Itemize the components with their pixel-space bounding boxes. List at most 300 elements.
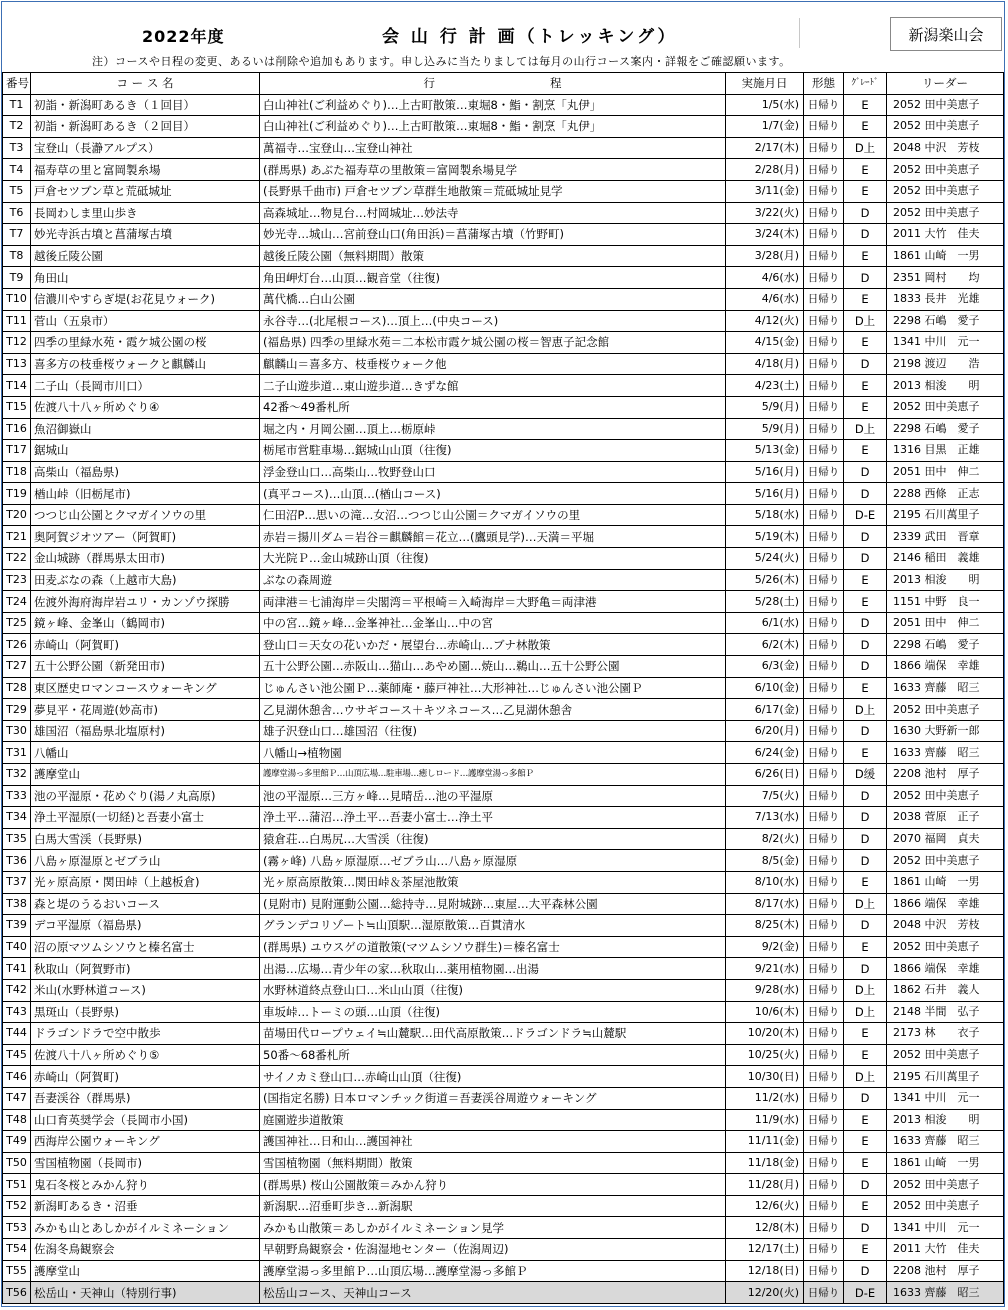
cell-no: T7 [3, 224, 31, 246]
cell-date: 8/17(水) [726, 893, 804, 915]
cell-type: 日帰り [804, 332, 844, 354]
cell-no: T42 [3, 979, 31, 1001]
cell-itinerary: 大光院Ｐ…金山城跡山頂（往復) [260, 548, 726, 570]
cell-leader: 1151 中野 良一 [887, 591, 1004, 613]
cell-grade: E [844, 94, 887, 116]
table-row [3, 742, 1004, 764]
table-row [3, 699, 1004, 721]
cell-leader: 1861 山崎 一男 [887, 871, 1004, 893]
table-row [3, 440, 1004, 462]
cell-leader: 1861 山崎 一男 [887, 1152, 1004, 1174]
cell-leader: 2052 田中美恵子 [887, 202, 1004, 224]
cell-date: 4/18(月) [726, 353, 804, 375]
cell-leader: 2070 福岡 貞夫 [887, 828, 1004, 850]
cell-leader: 2011 大竹 佳夫 [887, 1239, 1004, 1261]
cell-course: 楢山峠（旧栃尾市) [31, 483, 260, 505]
cell-grade: D [844, 612, 887, 634]
cell-no: T48 [3, 1109, 31, 1131]
cell-grade: E [844, 116, 887, 138]
table-row [3, 828, 1004, 850]
cell-type: 日帰り [804, 1260, 844, 1282]
cell-course: 夢見平・花周遊(妙高市) [31, 699, 260, 721]
cell-no: T34 [3, 807, 31, 829]
cell-course: 赤崎山（阿賀町) [31, 1066, 260, 1088]
table-row [3, 375, 1004, 397]
table-row [3, 634, 1004, 656]
table-row [3, 979, 1004, 1001]
cell-leader: 2052 田中美恵子 [887, 180, 1004, 202]
table-row [3, 116, 1004, 138]
notice-text: 注）コースや日程の変更、あるいは削除や追加もあります。申し込みに当たりましては毎月の山行コース案内・詳報をご確認願います。 [92, 55, 791, 68]
cell-itinerary: じゅんさい池公園Ｐ…薬師庵・藤戸神社…大形神社…じゅんさい池公園Ｐ [260, 677, 726, 699]
cell-date: 3/11(金) [726, 180, 804, 202]
cell-course: 護摩堂山 [31, 1260, 260, 1282]
cell-itinerary: 水野林道終点登山口…米山山頂（往復) [260, 979, 726, 1001]
cell-grade: E [844, 1195, 887, 1217]
cell-itinerary: みかも山散策＝あしかがイルミネーション見学 [260, 1217, 726, 1239]
table-row [3, 1174, 1004, 1196]
table-row [3, 267, 1004, 289]
table-row [3, 1001, 1004, 1023]
cell-date: 7/5(火) [726, 785, 804, 807]
cell-itinerary: 麒麟山＝喜多方、枝垂桜ウォーク他 [260, 353, 726, 375]
cell-grade: D [844, 353, 887, 375]
cell-course: 白馬大雪渓（長野県) [31, 828, 260, 850]
cell-no: T40 [3, 936, 31, 958]
cell-type: 日帰り [804, 396, 844, 418]
cell-type: 日帰り [804, 288, 844, 310]
cell-type: 日帰り [804, 785, 844, 807]
cell-type: 日帰り [804, 893, 844, 915]
cell-date: 2/28(月) [726, 159, 804, 181]
cell-itinerary: (群馬県) 桜山公園散策＝みかん狩り [260, 1174, 726, 1196]
table-row [3, 180, 1004, 202]
table-row [3, 288, 1004, 310]
cell-date: 5/9(月) [726, 418, 804, 440]
cell-grade: D [844, 850, 887, 872]
cell-leader: 2051 田中 伸二 [887, 461, 1004, 483]
cell-leader: 2052 田中美恵子 [887, 116, 1004, 138]
cell-no: T52 [3, 1195, 31, 1217]
cell-date: 3/22(火) [726, 202, 804, 224]
cell-date: 11/2(水) [726, 1087, 804, 1109]
cell-grade: D [844, 1217, 887, 1239]
cell-no: T16 [3, 418, 31, 440]
table-row [3, 677, 1004, 699]
cell-course: 八幡山 [31, 742, 260, 764]
cell-no: T19 [3, 483, 31, 505]
cell-leader: 2298 石嶋 愛子 [887, 310, 1004, 332]
cell-course: 信濃川やすらぎ堤(お花見ウォーク) [31, 288, 260, 310]
cell-date: 5/9(月) [726, 396, 804, 418]
cell-no: T51 [3, 1174, 31, 1196]
cell-grade: E [844, 1109, 887, 1131]
table-row [3, 548, 1004, 570]
cell-date: 6/2(木) [726, 634, 804, 656]
cell-type: 日帰り [804, 202, 844, 224]
club-name-box [890, 17, 1002, 51]
title-divider [799, 18, 800, 48]
cell-type: 日帰り [804, 1131, 844, 1153]
cell-course: 秋取山（阿賀野市) [31, 958, 260, 980]
cell-leader: 2173 林 衣子 [887, 1023, 1004, 1045]
cell-no: T50 [3, 1152, 31, 1174]
cell-type: 日帰り [804, 1195, 844, 1217]
cell-grade: E [844, 871, 887, 893]
cell-date: 5/18(水) [726, 504, 804, 526]
cell-grade: D [844, 958, 887, 980]
cell-no: T47 [3, 1087, 31, 1109]
cell-itinerary: (群馬県) あぶた福寿草の里散策＝富岡製糸場見学 [260, 159, 726, 181]
cell-itinerary: 仁田沼P…思いの滝…女沼…つつじ山公園＝クマガイソウの里 [260, 504, 726, 526]
cell-course: 沼の原マツムシソウと榛名富士 [31, 936, 260, 958]
cell-type: 日帰り [804, 979, 844, 1001]
cell-date: 4/6(水) [726, 288, 804, 310]
cell-grade: D [844, 807, 887, 829]
cell-date: 6/10(金) [726, 677, 804, 699]
cell-itinerary: 早朝野鳥観察会・佐潟湿地センター（佐潟周辺) [260, 1239, 726, 1261]
cell-course: デコ平湿原（福島県) [31, 915, 260, 937]
cell-course: 奥阿賀ジオツアー（阿賀町) [31, 526, 260, 548]
table-row [3, 785, 1004, 807]
cell-date: 5/28(土) [726, 591, 804, 613]
cell-type: 日帰り [804, 353, 844, 375]
cell-type: 日帰り [804, 1282, 844, 1304]
cell-grade: E [844, 180, 887, 202]
cell-date: 9/21(水) [726, 958, 804, 980]
cell-type: 日帰り [804, 310, 844, 332]
cell-date: 10/30(日) [726, 1066, 804, 1088]
cell-course: 八島ヶ原湿原とゼブラ山 [31, 850, 260, 872]
cell-grade: D上 [844, 418, 887, 440]
cell-no: T25 [3, 612, 31, 634]
cell-date: 3/28(月) [726, 245, 804, 267]
cell-no: T46 [3, 1066, 31, 1088]
table-row [3, 893, 1004, 915]
cell-date: 1/7(金) [726, 116, 804, 138]
table-row [3, 418, 1004, 440]
cell-itinerary: 浮金登山口…高柴山…牧野登山口 [260, 461, 726, 483]
cell-itinerary: 浄土平…蒲沼…浄土平…吾妻小富士…浄土平 [260, 807, 726, 829]
cell-course: 佐渡八十八ヶ所めぐり⑤ [31, 1044, 260, 1066]
cell-date: 7/13(水) [726, 807, 804, 829]
cell-no: T8 [3, 245, 31, 267]
cell-type: 日帰り [804, 548, 844, 570]
cell-leader: 2052 田中美恵子 [887, 396, 1004, 418]
cell-date: 6/24(金) [726, 742, 804, 764]
cell-type: 日帰り [804, 180, 844, 202]
table-row [3, 94, 1004, 116]
table-row [3, 656, 1004, 678]
cell-itinerary: 乙見湖休憩舎…ウサギコース＋キツネコース…乙見湖休憩舎 [260, 699, 726, 721]
cell-itinerary: 二子山遊歩道…東山遊歩道…きずな館 [260, 375, 726, 397]
cell-course: 赤崎山（阿賀町) [31, 634, 260, 656]
cell-grade: E [844, 159, 887, 181]
cell-leader: 2208 池村 厚子 [887, 764, 1004, 786]
cell-leader: 2038 菅原 正子 [887, 807, 1004, 829]
table-header-row [3, 73, 1004, 95]
cell-course: 妙光寺浜古墳と菖蒲塚古墳 [31, 224, 260, 246]
cell-no: T12 [3, 332, 31, 354]
cell-no: T55 [3, 1260, 31, 1282]
cell-grade: D [844, 202, 887, 224]
table-row [3, 353, 1004, 375]
cell-date: 6/3(金) [726, 656, 804, 678]
cell-leader: 2339 武田 晋章 [887, 526, 1004, 548]
cell-type: 日帰り [804, 461, 844, 483]
table-row [3, 958, 1004, 980]
cell-leader: 2052 田中美恵子 [887, 159, 1004, 181]
cell-type: 日帰り [804, 1152, 844, 1174]
table-row [3, 526, 1004, 548]
fiscal-year-label: 2022年度 [142, 27, 225, 46]
cell-course: 越後丘陵公園 [31, 245, 260, 267]
cell-course: 護摩堂山 [31, 764, 260, 786]
cell-type: 日帰り [804, 526, 844, 548]
cell-no: T37 [3, 871, 31, 893]
cell-itinerary: 新潟駅…沼垂町歩き…新潟駅 [260, 1195, 726, 1217]
cell-type: 日帰り [804, 871, 844, 893]
cell-course: つつじ山公園とクマガイソウの里 [31, 504, 260, 526]
table-row [3, 1239, 1004, 1261]
cell-leader: 1866 端保 幸雄 [887, 958, 1004, 980]
cell-course: 西海岸公園ウォーキング [31, 1131, 260, 1153]
title-row [2, 2, 1004, 48]
cell-course: 山口育英奨学会（長岡市小国) [31, 1109, 260, 1131]
cell-date: 8/2(火) [726, 828, 804, 850]
cell-no: T35 [3, 828, 31, 850]
cell-grade: D上 [844, 137, 887, 159]
cell-no: T20 [3, 504, 31, 526]
cell-grade: E [844, 677, 887, 699]
table-row [3, 137, 1004, 159]
cell-itinerary: 両津港＝七浦海岸＝尖閣湾＝平根崎＝入崎海岸＝大野亀＝両津港 [260, 591, 726, 613]
cell-itinerary: 池の平湿原…三方ヶ峰…見晴岳…池の平湿原 [260, 785, 726, 807]
cell-grade: D上 [844, 893, 887, 915]
cell-course: 五十公野公園（新発田市) [31, 656, 260, 678]
table-row [3, 591, 1004, 613]
cell-leader: 2288 西條 正志 [887, 483, 1004, 505]
cell-date: 1/5(水) [726, 94, 804, 116]
cell-leader: 2351 岡村 均 [887, 267, 1004, 289]
cell-leader: 1633 齊藤 昭三 [887, 677, 1004, 699]
cell-date: 10/6(木) [726, 1001, 804, 1023]
cell-grade: D [844, 461, 887, 483]
cell-itinerary: 永谷寺…(北尾根コース)…頂上…(中央コース) [260, 310, 726, 332]
cell-grade: D-E [844, 1282, 887, 1304]
cell-grade: D [844, 1260, 887, 1282]
cell-itinerary: 萬福寺…宝登山…宝登山神社 [260, 137, 726, 159]
cell-grade: E [844, 375, 887, 397]
cell-date: 8/5(金) [726, 850, 804, 872]
cell-leader: 2195 石川萬里子 [887, 504, 1004, 526]
cell-itinerary: 登山口＝天女の花いかだ・展望台…赤崎山…ブナ林散策 [260, 634, 726, 656]
cell-type: 日帰り [804, 569, 844, 591]
table-row [3, 310, 1004, 332]
cell-leader: 2052 田中美恵子 [887, 1174, 1004, 1196]
cell-no: T28 [3, 677, 31, 699]
table-row [3, 807, 1004, 829]
cell-type: 日帰り [804, 267, 844, 289]
cell-date: 5/13(金) [726, 440, 804, 462]
cell-course: 鬼石冬桜とみかん狩り [31, 1174, 260, 1196]
cell-no: T49 [3, 1131, 31, 1153]
cell-type: 日帰り [804, 245, 844, 267]
cell-type: 日帰り [804, 1044, 844, 1066]
cell-leader: 2013 相浚 明 [887, 569, 1004, 591]
table-row [3, 1066, 1004, 1088]
cell-no: T38 [3, 893, 31, 915]
cell-grade: D上 [844, 699, 887, 721]
table-row [3, 1260, 1004, 1282]
cell-itinerary: ぶなの森周遊 [260, 569, 726, 591]
cell-date: 4/23(土) [726, 375, 804, 397]
table-row [3, 1195, 1004, 1217]
cell-itinerary: 光ヶ原高原散策…関田峠＆茶屋池散策 [260, 871, 726, 893]
cell-date: 5/26(木) [726, 569, 804, 591]
cell-type: 日帰り [804, 116, 844, 138]
cell-no: T4 [3, 159, 31, 181]
cell-leader: 1633 齊藤 昭三 [887, 1282, 1004, 1304]
cell-no: T23 [3, 569, 31, 591]
cell-course: 佐渡外海府海岸岩ユリ・カンゾウ探勝 [31, 591, 260, 613]
cell-itinerary: グランデコリゾート≒山頂駅…湿原散策…百貫清水 [260, 915, 726, 937]
cell-itinerary: 護摩堂湯っ多里館Ｐ…山頂広場…護摩堂湯っ多館Ｐ [260, 1260, 726, 1282]
cell-grade: D缓 [844, 764, 887, 786]
cell-type: 日帰り [804, 764, 844, 786]
cell-course: 魚沼御嶽山 [31, 418, 260, 440]
cell-no: T17 [3, 440, 31, 462]
cell-course: 初詣・新潟町あるき（１回目） [31, 94, 260, 116]
cell-type: 日帰り [804, 1217, 844, 1239]
cell-grade: D [844, 915, 887, 937]
cell-course: 初詣・新潟町あるき（２回目） [31, 116, 260, 138]
cell-grade: E [844, 1044, 887, 1066]
cell-type: 日帰り [804, 504, 844, 526]
cell-no: T45 [3, 1044, 31, 1066]
cell-leader: 1630 大野新一郎 [887, 720, 1004, 742]
table-row [3, 871, 1004, 893]
cell-no: T44 [3, 1023, 31, 1045]
cell-no: T5 [3, 180, 31, 202]
cell-no: T6 [3, 202, 31, 224]
cell-type: 日帰り [804, 375, 844, 397]
cell-type: 日帰り [804, 828, 844, 850]
table-row [3, 202, 1004, 224]
cell-date: 8/10(水) [726, 871, 804, 893]
cell-date: 6/20(月) [726, 720, 804, 742]
cell-grade: D [844, 1174, 887, 1196]
cell-type: 日帰り [804, 1174, 844, 1196]
cell-type: 日帰り [804, 699, 844, 721]
cell-grade: D [844, 526, 887, 548]
cell-leader: 2048 中沢 芳枝 [887, 915, 1004, 937]
cell-itinerary: (霧ヶ峰) 八島ヶ原湿原…ゼブラ山…八島ヶ原湿原 [260, 850, 726, 872]
cell-no: T33 [3, 785, 31, 807]
cell-no: T22 [3, 548, 31, 570]
cell-type: 日帰り [804, 1239, 844, 1261]
table-row [3, 850, 1004, 872]
cell-course: 田麦ぶなの森（上越市大島) [31, 569, 260, 591]
cell-grade: E [844, 332, 887, 354]
table-row [3, 332, 1004, 354]
table-row [3, 1087, 1004, 1109]
cell-grade: D [844, 483, 887, 505]
cell-course: 金山城跡（群馬県太田市) [31, 548, 260, 570]
cell-grade: E [844, 1023, 887, 1045]
cell-type: 日帰り [804, 1109, 844, 1131]
cell-date: 10/25(火) [726, 1044, 804, 1066]
cell-date: 11/28(月) [726, 1174, 804, 1196]
cell-no: T15 [3, 396, 31, 418]
cell-date: 12/20(火) [726, 1282, 804, 1304]
cell-grade: D [844, 267, 887, 289]
cell-course: 二子山（長岡市川口） [31, 375, 260, 397]
cell-course: 宝登山（長瀞アルプス） [31, 137, 260, 159]
cell-no: T43 [3, 1001, 31, 1023]
cell-date: 12/18(日) [726, 1260, 804, 1282]
cell-grade: E [844, 742, 887, 764]
cell-course: 長岡わしま里山歩き [31, 202, 260, 224]
cell-grade: E [844, 591, 887, 613]
cell-leader: 1316 目黒 正雄 [887, 440, 1004, 462]
cell-leader: 2208 池村 厚子 [887, 1260, 1004, 1282]
cell-itinerary: 庭園遊歩道散策 [260, 1109, 726, 1131]
cell-date: 11/18(金) [726, 1152, 804, 1174]
cell-course: 高柴山（福島県) [31, 461, 260, 483]
cell-itinerary: サイノカミ登山口…赤崎山山頂（往復) [260, 1066, 726, 1088]
cell-grade: D上 [844, 1066, 887, 1088]
cell-leader: 2013 相浚 明 [887, 1109, 1004, 1131]
cell-course: 鋸城山 [31, 440, 260, 462]
cell-grade: D [844, 656, 887, 678]
cell-leader: 2052 田中美恵子 [887, 785, 1004, 807]
cell-date: 4/15(金) [726, 332, 804, 354]
cell-leader: 1633 齊藤 昭三 [887, 1131, 1004, 1153]
cell-grade: E [844, 440, 887, 462]
cell-no: T1 [3, 94, 31, 116]
cell-itinerary: 猿倉荘…白馬尻…大雪渓（往復) [260, 828, 726, 850]
cell-course: 雪国植物園（長岡市) [31, 1152, 260, 1174]
header-course: コ ー ス 名 [31, 73, 260, 95]
cell-grade: D [844, 828, 887, 850]
cell-grade: D [844, 785, 887, 807]
cell-date: 5/16(月) [726, 461, 804, 483]
cell-no: T3 [3, 137, 31, 159]
cell-course: みかも山とあしかがイルミネーション [31, 1217, 260, 1239]
cell-course: 喜多方の枝垂桜ウォークと麒麟山 [31, 353, 260, 375]
cell-itinerary: 雪国植物園（無料期間）散策 [260, 1152, 726, 1174]
cell-leader: 2013 相浚 明 [887, 375, 1004, 397]
table-row [3, 1109, 1004, 1131]
table-row [3, 245, 1004, 267]
cell-type: 日帰り [804, 656, 844, 678]
header-date: 実施月日 [726, 73, 804, 95]
cell-itinerary: (群馬県) ユウスゲの道散策(マツムシソウ群生)＝榛名富士 [260, 936, 726, 958]
cell-leader: 1866 端保 幸雄 [887, 893, 1004, 915]
cell-course: 角田山 [31, 267, 260, 289]
cell-itinerary: 八幡山→植物園 [260, 742, 726, 764]
cell-date: 5/19(木) [726, 526, 804, 548]
schedule-sheet [1, 1, 1005, 1307]
cell-type: 日帰り [804, 1001, 844, 1023]
cell-course: 東区歴史ロマンコースウォーキング [31, 677, 260, 699]
cell-course: 戸倉セツブン草と荒砥城址 [31, 180, 260, 202]
table-row [3, 569, 1004, 591]
cell-itinerary: 越後丘陵公園（無料期間）散策 [260, 245, 726, 267]
club-name: 新潟楽山会 [908, 25, 984, 44]
cell-itinerary: 栃尾市営駐車場…鋸城山山頂（往復) [260, 440, 726, 462]
